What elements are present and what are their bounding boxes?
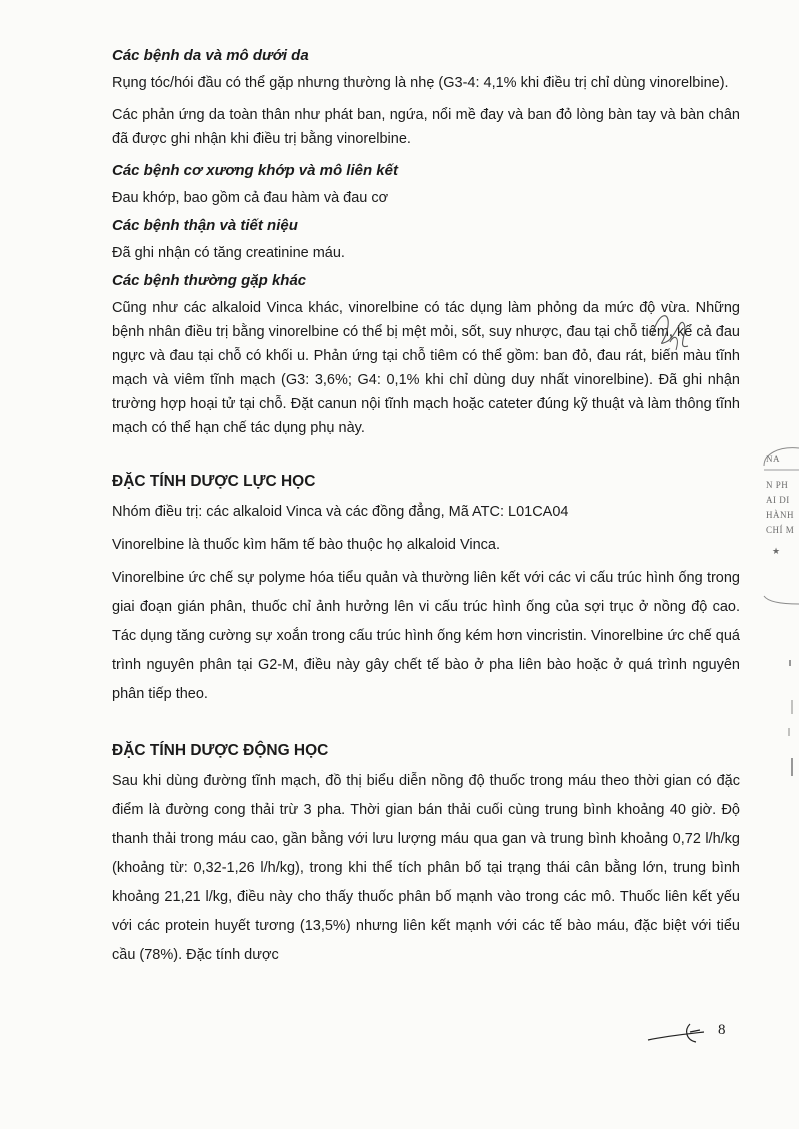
subheading-common: Các bệnh thường gặp khác <box>112 272 307 289</box>
scan-marks <box>780 650 794 790</box>
paragraph: Đau khớp, bao gồm cả đau hàm và đau cơ <box>112 190 389 206</box>
page-number: 8 <box>718 1022 726 1038</box>
signature-icon <box>646 1018 716 1048</box>
official-stamp <box>758 446 799 606</box>
stamp-star: ★ <box>772 546 781 556</box>
stamp-text: AI DI <box>766 495 790 505</box>
paragraph: Nhóm điều trị: các alkaloid Vinca và các đồng đẳng, Mã ATC: L01CA04 <box>112 504 569 520</box>
handwritten-initials-icon <box>640 306 700 356</box>
section-heading-pharmacodynamics: ĐẶC TÍNH DƯỢC LỰC HỌC <box>112 473 316 490</box>
stamp-text: CHÍ M <box>766 525 795 535</box>
section-heading-pharmacokinetics: ĐẶC TÍNH DƯỢC ĐỘNG HỌC <box>112 742 329 759</box>
paragraph: Các phản ứng da toàn thân như phát ban, ngứa, nổi mề đay và ban đỏ lòng bàn tay và bàn chân đã được ghi nhận khi điều trị bằng vinorelbine. <box>112 107 740 147</box>
paragraph: Rụng tóc/hói đầu có thể gặp nhưng thường là nhẹ (G3-4: 4,1% khi điều trị chỉ dùng vinorelbine). <box>112 75 729 91</box>
paragraph: Vinorelbine là thuốc kìm hãm tế bào thuộc họ alkaloid Vinca. <box>112 537 500 553</box>
stamp-text: N PH <box>766 480 789 490</box>
stamp-text: HÀNH <box>766 510 794 520</box>
paragraph: Cũng như các alkaloid Vinca khác, vinorelbine có tác dụng làm phỏng da mức độ vừa. Những bệnh nhân điều trị bằng vinorelbine có thể bị mệt mỏi, sốt, suy nhược, đau tại chỗ tiêm, kể cả đau ngực và đau tại chỗ có khối u. Phản ứng tại chỗ tiêm có thể gồm: ban đỏ, đau rát, biến màu tĩnh mạch và viêm tĩnh mạch (G3: 3,6%; G4: 0,1% khi chỉ dùng duy nhất vinorelbine). Đã ghi nhận trường hợp hoại tử tại chỗ. Đặt canun nội tĩnh mạch hoặc cateter đúng kỹ thuật và làm thông tĩnh mạch có thể hạn chế tác dụng phụ này. <box>112 300 740 436</box>
paragraph: Vinorelbine ức chế sự polyme hóa tiểu quản và thường liên kết với các vi cấu trúc hình ống trong giai đoạn gián phân, thuốc chỉ ảnh hưởng lên vi cấu trúc hình ống của sợi trục ở nồng độ cao. Tác dụng tăng cường sự xoắn trong cấu trúc hình ống kém hơn vincristin. Vinorelbine ức chế quá trình nguyên phân tại G2-M, điều này gây chết tế bào ở pha liên bào hoặc ở quá trình nguyên phân tiếp theo. <box>112 570 740 702</box>
paragraph: Đã ghi nhận có tăng creatinine máu. <box>112 245 345 261</box>
page-content <box>112 40 740 970</box>
subheading-skin: Các bệnh da và mô dưới da <box>112 47 309 64</box>
stamp-text: NA <box>766 454 780 464</box>
subheading-musculoskeletal: Các bệnh cơ xương khớp và mô liên kết <box>112 162 398 179</box>
subheading-renal: Các bệnh thận và tiết niệu <box>112 217 298 234</box>
paragraph: Sau khi dùng đường tĩnh mạch, đồ thị biểu diễn nồng độ thuốc trong máu theo thời gian có đặc điểm là đường cong thải trừ 3 pha. Thời gian bán thải cuối cùng trung bình khoảng 40 giờ. Độ thanh thải trong máu cao, gần bằng với lưu lượng máu qua gan và trung bình khoảng 0,72 l/h/kg (khoảng từ: 0,32-1,26 l/h/kg), trong khi thể tích phân bố tại trạng thái cân bằng lớn, trung bình khoảng 21,21 l/kg, điều này cho thấy thuốc phân bố mạnh vào trong các mô. Thuốc liên kết yếu với các protein huyết tương (13,5%) nhưng liên kết mạnh với các tế bào máu, đặc biệt với tiểu cầu (78%). Đặc tính dược <box>112 773 740 963</box>
